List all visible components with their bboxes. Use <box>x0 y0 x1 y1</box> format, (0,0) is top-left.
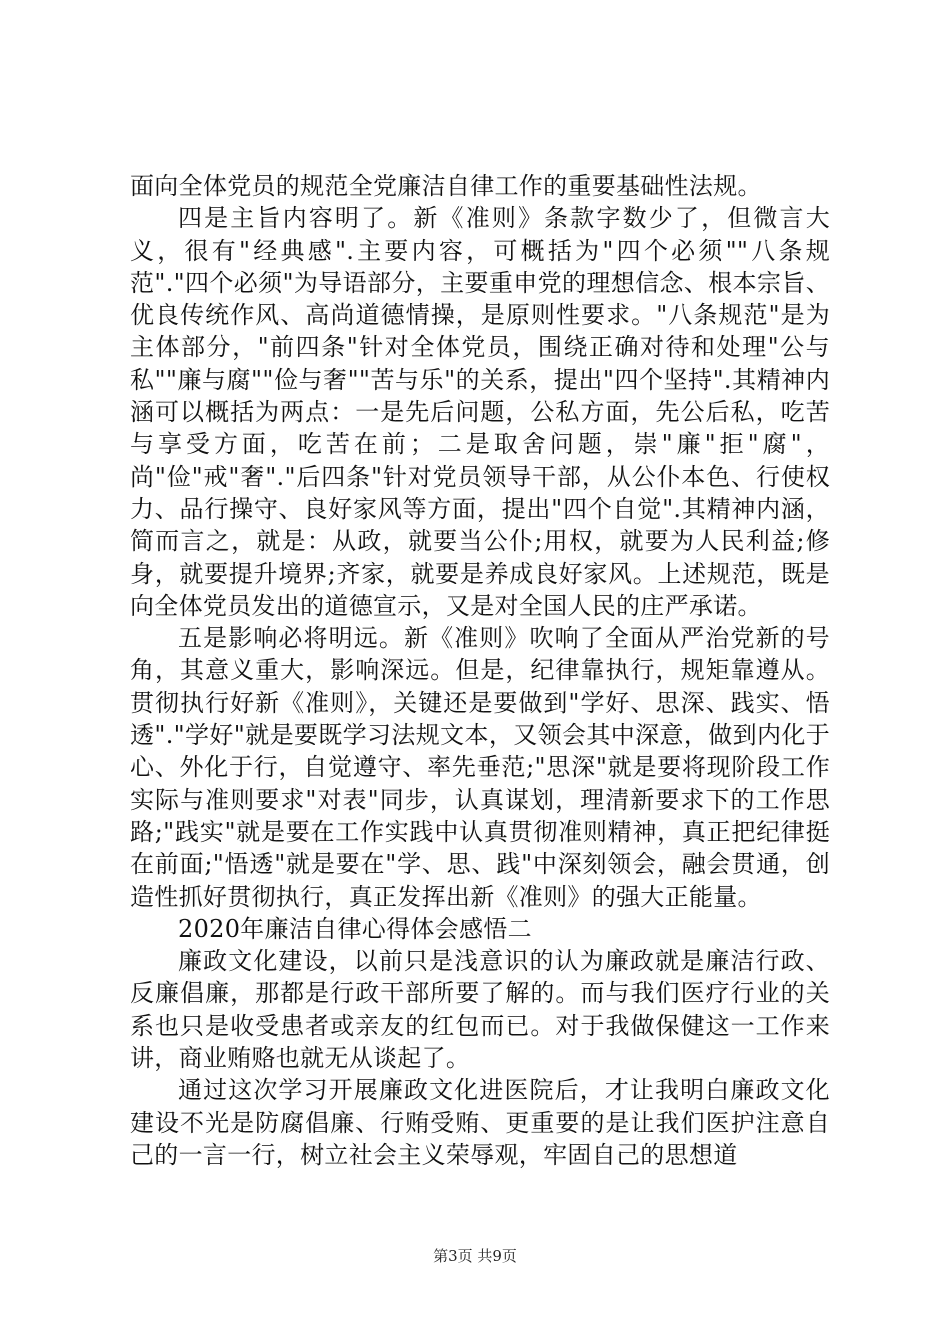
paragraph-1: 面向全体党员的规范全党廉洁自律工作的重要基础性法规。 <box>130 172 762 200</box>
paragraph-4: 廉政文化建设，以前只是浅意识的认为廉政就是廉洁行政、反廉倡廉，那都是行政干部所要了解的。而与我们医疗行业的关系也只是收受患者或亲友的红包而已。对于我做保健这一工作来讲，商业贿赂也就无从谈起了。 <box>130 947 830 1073</box>
paragraph-2: 四是主旨内容明了。新《准则》条款字数少了，但微言大义，很有"经典感".主要内容，可概括为"四个必须""八条规范"."四个必须"为导语部分，主要重申党的理想信念、根本宗旨、优良传统作风、高尚道德情操，是原则性要求。"八条规范"是为主体部分，"前四条"针对全体党员，围绕正确对待和处理"公与私""廉与腐""俭与奢""苦与乐"的关系，提出"四个坚持".其精神内涵可以概括为两点：一是先后问题，公私方面，先公后私，吃苦与享受方面，吃苦在前；二是取舍问题，崇"廉"拒"腐"，尚"俭"戒"奢"."后四条"针对党员领导干部，从公仆本色、行使权力、品行操守、良好家风等方面，提出"四个自觉".其精神内涵，简而言之，就是：从政，就要当公仆;用权，就要为人民利益;修身，就要提升境界;齐家，就要是养成良好家风。上述规范，既是向全体党员发出的道德宣示，又是对全国人民的庄严承诺。 <box>130 204 830 620</box>
document-body <box>130 170 830 1171</box>
paragraph-3: 五是影响必将明远。新《准则》吹响了全面从严治党新的号角，其意义重大，影响深远。但是，纪律靠执行，规矩靠遵从。贯彻执行好新《准则》，关键还是要做到"学好、思深、践实、悟透"."学好"就是要既学习法规文本，又领会其中深意，做到内化于心、外化于行，自觉遵守、率先垂范;"思深"就是要将现阶段工作实际与准则要求"对表"同步，认真谋划，理清新要求下的工作思路;"践实"就是要在工作实践中认真贯彻准则精神，真正把纪律挺在前面;"悟透"就是要在"学、思、践"中深刻领会，融会贯通，创造性抓好贯彻执行，真正发挥出新《准则》的强大正能量。 <box>130 624 830 911</box>
page-footer: 第3页 共9页 <box>433 1247 517 1265</box>
paragraph-5: 通过这次学习开展廉政文化进医院后，才让我明白廉政文化建设不光是防腐倡廉、行贿受贿、更重要的是让我们医护注意自己的一言一行，树立社会主义荣辱观，牢固自己的思想道 <box>130 1076 830 1169</box>
section-heading: 2020年廉洁自律心得体会感悟二 <box>178 914 532 943</box>
